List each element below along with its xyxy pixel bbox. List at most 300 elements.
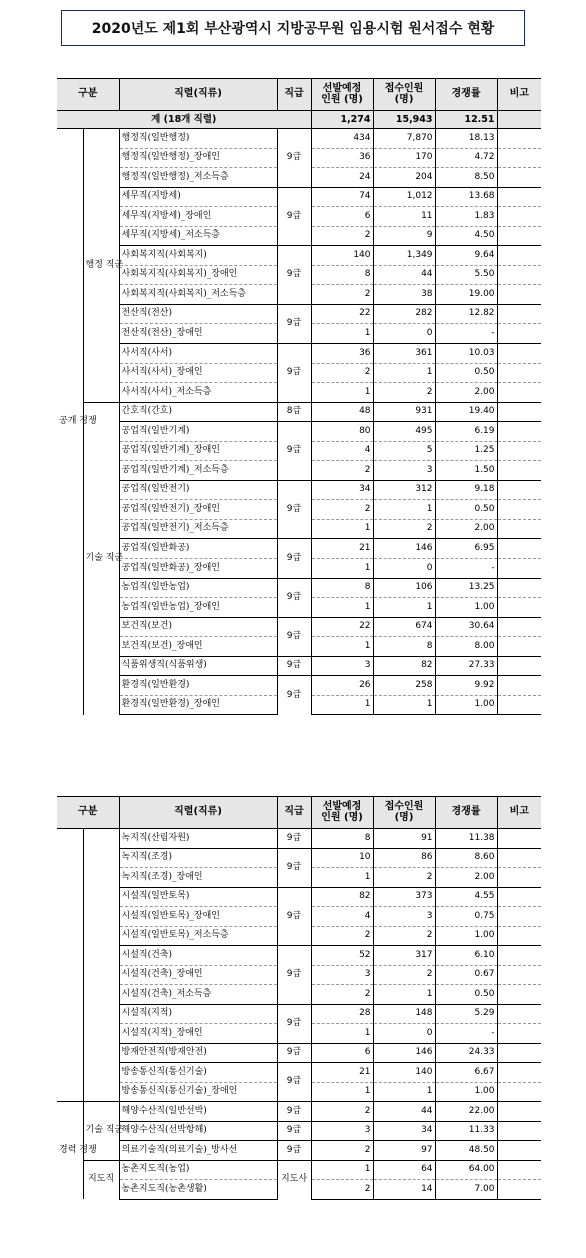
table-row [57,129,541,149]
position-cell: 공업직(일반기계)_장애인 [119,441,277,461]
planned-cell: 1 [311,868,373,888]
ratio-cell: 9.18 [435,480,497,500]
ratio-cell: 0.50 [435,985,497,1005]
position-cell: 사서직(사서)_장애인 [119,363,277,383]
planned-cell: 36 [311,148,373,168]
planned-cell: 2 [311,500,373,520]
note-cell [497,907,541,927]
applicants-cell: 1 [373,985,435,1005]
table-row [57,676,541,696]
applicants-cell: 0 [373,1024,435,1044]
grade-cell: 9급 [277,246,311,305]
note-cell [497,207,541,227]
ratio-cell: 1.83 [435,207,497,227]
ratio-cell: 48.50 [435,1141,497,1161]
table-row [57,187,541,207]
table-row [57,887,541,907]
planned-cell: 26 [311,676,373,696]
applicants-cell: 44 [373,265,435,285]
applicants-cell: 91 [373,829,435,849]
note-cell [497,129,541,149]
position-cell: 공업직(일반전기)_저소득층 [119,519,277,539]
group-admin: 행정 직군 [83,129,119,403]
planned-cell: 24 [311,168,373,188]
ratio-cell: 11.33 [435,1121,497,1141]
header-grade: 직급 [277,797,311,829]
note-cell [497,402,541,422]
position-cell: 사서직(사서)_저소득층 [119,383,277,403]
ratio-cell: 8.00 [435,637,497,657]
position-cell: 전산직(전산)_장애인 [119,324,277,344]
planned-cell: 2 [311,1102,373,1122]
position-cell: 환경직(일반환경) [119,676,277,696]
position-cell: 간호직(간호) [119,402,277,422]
planned-cell: 1 [311,1082,373,1102]
ratio-cell: 7.00 [435,1180,497,1200]
position-cell: 해양수산직(선박항해) [119,1121,277,1141]
document-title: 2020년도 제1회 부산광역시 지방공무원 임용시험 원서접수 현황 [61,10,525,46]
note-cell [497,559,541,579]
ratio-cell: 22.00 [435,1102,497,1122]
grade-cell: 9급 [277,480,311,539]
planned-cell: 6 [311,207,373,227]
planned-cell: 1 [311,637,373,657]
note-cell [497,676,541,696]
applicants-cell: 3 [373,461,435,481]
grade-cell: 9급 [277,344,311,403]
ratio-cell: 0.75 [435,907,497,927]
planned-cell: 21 [311,1063,373,1083]
position-cell: 녹지직(조경) [119,848,277,868]
position-cell: 시설직(건축) [119,946,277,966]
position-cell: 시설직(일반토목) [119,887,277,907]
note-cell [497,187,541,207]
note-cell [497,226,541,246]
planned-cell: 2 [311,285,373,305]
header-division: 구분 [57,797,119,829]
planned-cell: 1 [311,1024,373,1044]
planned-cell: 10 [311,848,373,868]
note-cell [497,1043,541,1063]
planned-cell: 1 [311,559,373,579]
applicants-cell: 2 [373,926,435,946]
applicants-cell: 931 [373,402,435,422]
header-planned [311,797,373,829]
grade-cell: 9급 [277,617,311,656]
applicants-cell: 38 [373,285,435,305]
planned-cell: 1 [311,695,373,715]
planned-cell: 2 [311,926,373,946]
ratio-cell: - [435,324,497,344]
note-cell [497,1160,541,1180]
position-cell: 시설직(지적)_장애인 [119,1024,277,1044]
grade-cell: 9급 [277,1121,311,1141]
note-cell [497,480,541,500]
position-cell: 녹지직(산림자원) [119,829,277,849]
ratio-cell: 24.33 [435,1043,497,1063]
ratio-cell: 2.00 [435,519,497,539]
grade-cell: 9급 [277,829,311,849]
header-ratio: 경쟁률 [435,79,497,111]
position-cell: 시설직(건축)_장애인 [119,965,277,985]
grade-cell: 9급 [277,1141,311,1161]
header-grade: 직급 [277,79,311,111]
applicants-cell: 2 [373,965,435,985]
grade-cell: 9급 [277,578,311,617]
applicants-cell: 312 [373,480,435,500]
ratio-cell: 4.72 [435,148,497,168]
table-row [57,1004,541,1024]
grade-cell: 지도사 [277,1160,311,1199]
group-career-competition: 경력 경쟁 [57,1102,83,1200]
ratio-cell: 6.10 [435,946,497,966]
position-cell: 농촌지도직(농촌생활) [119,1180,277,1200]
position-cell: 사회복지직(사회복지) [119,246,277,266]
ratio-cell: 11.38 [435,829,497,849]
grade-cell: 9급 [277,887,311,946]
ratio-cell: 4.55 [435,887,497,907]
header-applicants [373,797,435,829]
planned-cell: 8 [311,829,373,849]
table-row [57,1063,541,1083]
applicants-cell: 146 [373,1043,435,1063]
planned-cell: 48 [311,402,373,422]
planned-cell: 140 [311,246,373,266]
note-cell [497,265,541,285]
group-open-competition: 공개 경쟁 [57,129,83,715]
note-cell [497,519,541,539]
table-row [57,539,541,559]
position-cell: 사회복지직(사회복지)_저소득층 [119,285,277,305]
header-planned-line1: 선발예정 [322,801,362,812]
applicants-cell: 34 [373,1121,435,1141]
table-row [57,829,541,849]
position-cell: 해양수산직(일반선박) [119,1102,277,1122]
position-cell: 환경직(일반환경)_장애인 [119,695,277,715]
position-cell: 농업직(일반농업) [119,578,277,598]
position-cell: 방재안전직(방재안전) [119,1043,277,1063]
applicants-cell: 1 [373,363,435,383]
note-cell [497,926,541,946]
applicants-cell: 258 [373,676,435,696]
applicants-cell: 11 [373,207,435,227]
group-tech: 기술 직군 [83,402,119,715]
planned-cell: 8 [311,578,373,598]
ratio-cell: 6.67 [435,1063,497,1083]
position-cell: 공업직(일반전기)_장애인 [119,500,277,520]
grade-cell: 9급 [277,187,311,246]
planned-cell: 1 [311,598,373,618]
grade-cell: 9급 [277,946,311,1005]
ratio-cell: 1.25 [435,441,497,461]
ratio-cell: 2.00 [435,383,497,403]
position-cell: 세무직(지방세) [119,187,277,207]
note-cell [497,304,541,324]
planned-cell: 6 [311,1043,373,1063]
grade-cell: 8급 [277,402,311,422]
applicants-cell: 170 [373,148,435,168]
position-cell: 행정직(일반행정)_저소득층 [119,168,277,188]
ratio-cell: 1.50 [435,461,497,481]
ratio-cell: 6.95 [435,539,497,559]
position-cell: 방송통신직(통신기술) [119,1063,277,1083]
ratio-cell: - [435,1024,497,1044]
note-cell [497,1024,541,1044]
table-row [57,344,541,364]
table-row [57,246,541,266]
group-tech: 기술 직군 [83,1102,119,1161]
ratio-cell: 9.64 [435,246,497,266]
header-planned [311,79,373,111]
note-cell [497,829,541,849]
applicants-cell: 7,870 [373,129,435,149]
applicants-cell: 1,012 [373,187,435,207]
applicants-cell: 2 [373,868,435,888]
applicants-cell: 2 [373,383,435,403]
applicants-cell: 9 [373,226,435,246]
note-cell [497,461,541,481]
ratio-cell: 0.50 [435,363,497,383]
header-division: 구분 [57,79,119,111]
grade-cell: 9급 [277,1004,311,1043]
header-ratio: 경쟁률 [435,797,497,829]
group-guidance: 지도직 [83,1160,119,1199]
planned-cell: 3 [311,1121,373,1141]
ratio-cell: 0.50 [435,500,497,520]
header-applicants [373,79,435,111]
planned-cell: 22 [311,617,373,637]
applicants-cell: 86 [373,848,435,868]
planned-cell: 2 [311,226,373,246]
planned-cell: 2 [311,985,373,1005]
applicants-cell: 1 [373,695,435,715]
position-cell: 보건직(보건) [119,617,277,637]
planned-cell: 3 [311,656,373,676]
position-cell: 농촌지도직(농업) [119,1160,277,1180]
table-row [57,656,541,676]
grade-cell: 9급 [277,422,311,481]
applicants-cell: 1,349 [373,246,435,266]
planned-cell: 2 [311,1141,373,1161]
applicants-cell: 44 [373,1102,435,1122]
group-blank [57,829,83,1102]
header-planned-line2: 인원 (명) [321,811,363,823]
ratio-cell: 27.33 [435,656,497,676]
note-cell [497,148,541,168]
applicants-cell: 0 [373,559,435,579]
note-cell [497,617,541,637]
table-row [57,304,541,324]
table-row [57,578,541,598]
position-cell: 식품위생직(식품위생) [119,656,277,676]
grade-cell: 9급 [277,676,311,715]
header-position: 직렬(직류) [119,797,277,829]
planned-cell: 434 [311,129,373,149]
applicants-cell: 495 [373,422,435,442]
planned-cell: 82 [311,887,373,907]
total-row [57,111,541,129]
note-cell [497,1063,541,1083]
note-cell [497,1180,541,1200]
position-cell: 시설직(일반토목)_장애인 [119,907,277,927]
position-cell: 행정직(일반행정)_장애인 [119,148,277,168]
note-cell [497,868,541,888]
ratio-cell: 8.50 [435,168,497,188]
position-cell: 세무직(지방세)_저소득층 [119,226,277,246]
ratio-cell: 12.82 [435,304,497,324]
grade-cell: 9급 [277,1063,311,1102]
applicants-cell: 148 [373,1004,435,1024]
header-position: 직렬(직류) [119,79,277,111]
applicants-cell: 317 [373,946,435,966]
applicants-cell: 361 [373,344,435,364]
planned-cell: 1 [311,324,373,344]
ratio-cell: 13.25 [435,578,497,598]
total-applicants: 15,943 [373,111,435,129]
header-applicants-line1: 접수인원 [384,801,424,812]
position-cell: 사서직(사서) [119,344,277,364]
note-cell [497,1004,541,1024]
planned-cell: 22 [311,304,373,324]
ratio-cell: 8.60 [435,848,497,868]
total-planned: 1,274 [311,111,373,129]
applicants-cell: 5 [373,441,435,461]
position-cell: 전산직(전산) [119,304,277,324]
note-cell [497,965,541,985]
grade-cell: 9급 [277,656,311,676]
table-row [57,946,541,966]
applicants-cell: 3 [373,907,435,927]
header-applicants-line1: 접수인원 [384,83,424,94]
grade-cell: 9급 [277,129,311,188]
planned-cell: 36 [311,344,373,364]
table-row [57,1141,541,1161]
ratio-cell: 1.00 [435,598,497,618]
ratio-cell: 4.50 [435,226,497,246]
position-cell: 공업직(일반전기) [119,480,277,500]
note-cell [497,500,541,520]
planned-cell: 74 [311,187,373,207]
applicants-cell: 97 [373,1141,435,1161]
planned-cell: 4 [311,907,373,927]
applicants-cell: 204 [373,168,435,188]
ratio-cell: 6.19 [435,422,497,442]
applicants-cell: 146 [373,539,435,559]
position-cell: 녹지직(조경)_장애인 [119,868,277,888]
note-cell [497,422,541,442]
ratio-cell: 19.40 [435,402,497,422]
ratio-cell: 2.00 [435,868,497,888]
ratio-cell: 1.00 [435,1082,497,1102]
note-cell [497,598,541,618]
note-cell [497,1141,541,1161]
ratio-cell: 0.67 [435,965,497,985]
applicants-cell: 64 [373,1160,435,1180]
planned-cell: 8 [311,265,373,285]
position-cell: 의료기술직(의료기술)_방사선 [119,1141,277,1161]
applicants-cell: 0 [373,324,435,344]
note-cell [497,168,541,188]
planned-cell: 52 [311,946,373,966]
note-cell [497,578,541,598]
total-label: 계 (18개 직렬) [57,111,311,129]
position-cell: 보건직(보건)_장애인 [119,637,277,657]
note-cell [497,441,541,461]
applicants-cell: 373 [373,887,435,907]
applicants-cell: 140 [373,1063,435,1083]
ratio-cell: 10.03 [435,344,497,364]
ratio-cell: 1.00 [435,926,497,946]
table-row [57,480,541,500]
total-note [497,111,541,129]
applicants-cell: 282 [373,304,435,324]
note-cell [497,1082,541,1102]
position-cell: 시설직(건축)_저소득층 [119,985,277,1005]
header-note: 비고 [497,79,541,111]
note-cell [497,246,541,266]
applicants-cell: 14 [373,1180,435,1200]
applicants-cell: 1 [373,1082,435,1102]
table-row [57,848,541,868]
note-cell [497,539,541,559]
position-cell: 공업직(일반화공) [119,539,277,559]
planned-cell: 3 [311,965,373,985]
header-applicants-line2: (명) [394,93,414,105]
table-row [57,617,541,637]
position-cell: 공업직(일반화공)_장애인 [119,559,277,579]
note-cell [497,383,541,403]
grade-cell: 9급 [277,539,311,578]
grade-cell: 9급 [277,304,311,343]
position-cell: 세무직(지방세)_장애인 [119,207,277,227]
planned-cell: 80 [311,422,373,442]
note-cell [497,363,541,383]
table-header-row [57,797,541,829]
position-cell: 방송통신직(통신기술)_장애인 [119,1082,277,1102]
table-header-row [57,79,541,111]
applicants-cell: 1 [373,598,435,618]
total-ratio: 12.51 [435,111,497,129]
planned-cell: 2 [311,461,373,481]
note-cell [497,656,541,676]
table-row [57,422,541,442]
position-cell: 시설직(지적) [119,1004,277,1024]
applicants-cell: 2 [373,519,435,539]
note-cell [497,324,541,344]
planned-cell: 4 [311,441,373,461]
table-row [57,1102,541,1122]
table-row [57,1121,541,1141]
header-planned-line2: 인원 (명) [321,93,363,105]
note-cell [497,1102,541,1122]
ratio-cell: 5.50 [435,265,497,285]
position-cell: 행정직(일반행정) [119,129,277,149]
planned-cell: 28 [311,1004,373,1024]
ratio-cell: 1.00 [435,695,497,715]
ratio-cell: 19.00 [435,285,497,305]
planned-cell: 2 [311,363,373,383]
note-cell [497,637,541,657]
applicants-cell: 674 [373,617,435,637]
ratio-cell: - [435,559,497,579]
note-cell [497,695,541,715]
planned-cell: 2 [311,1180,373,1200]
note-cell [497,344,541,364]
planned-cell: 1 [311,383,373,403]
ratio-cell: 9.92 [435,676,497,696]
applicants-cell: 8 [373,637,435,657]
applications-table-1 [57,78,541,715]
